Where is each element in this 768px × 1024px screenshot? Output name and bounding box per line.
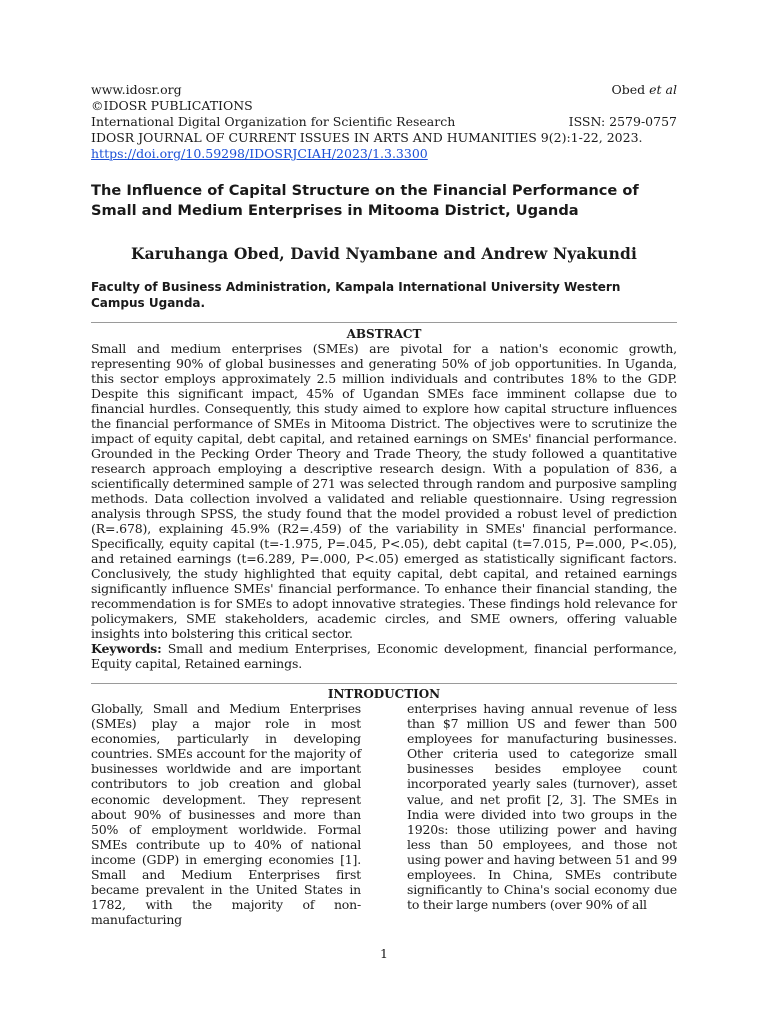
- header-row-2: [91, 98, 677, 114]
- organization: International Digital Organization for Scientific Research: [91, 114, 456, 129]
- abstract-heading: ABSTRACT: [346, 327, 422, 341]
- keywords-line: [91, 641, 677, 671]
- keywords-text: Small and medium Enterprises, Economic development, financial performance, Equity capital, Retained earnings.: [91, 641, 677, 671]
- intro-top-divider: [91, 683, 677, 684]
- website-link[interactable]: www.idosr.org: [91, 82, 182, 97]
- introduction-left-column: [91, 701, 361, 927]
- introduction-heading: INTRODUCTION: [327, 687, 441, 701]
- journal-citation: IDOSR JOURNAL OF CURRENT ISSUES IN ARTS AND HUMANITIES 9(2):1-22, 2023.: [91, 130, 643, 145]
- issn: ISSN: 2579-0757: [568, 114, 677, 129]
- introduction-left-text: Globally, Small and Medium Enterprises (SMEs) play a major role in most economies, particularly in developing countries. SMEs account for the majority of businesses worldwide and are important contributors to job creation and global economic development. They represent about 90% of businesses and more than 50% of employment worldwide. Formal SMEs contribute up to 40% of national income (GDP) in emerging economies [1]. Small and Medium Enterprises first became prevalent in the United States in 1782, with the majority of non-manufacturing: [91, 701, 361, 928]
- doi-link[interactable]: https://doi.org/10.59298/IDOSRJCIAH/2023/1.3.3300: [91, 146, 428, 161]
- abstract-text: Small and medium enterprises (SMEs) are pivotal for a nation's economic growth, representing 90% of global businesses and generating 50% of job opportunities. In Uganda, this sector employs approximately 2.5 million individuals and contributes 18% to the GDP. Despite this significant impact, 45% of Ugandan SMEs face imminent collapse due to financial hurdles. Consequently, this study aimed to explore how capital structure influences the financial performance of SMEs in Mitooma District. The objectives were to scrutinize the impact of equity capital, debt capital, and retained earnings on SMEs' financial performance. Grounded in the Pecking Order Theory and Trade Theory, the study followed a quantitative research approach employing a descriptive research design. With a population of 836, a scientifically determined sample of 271 was selected through random and purposive sampling methods. Data collection involved a validated and reliable questionnaire. Using regression analysis through SPSS, the study found that the model provided a robust level of prediction (R=.678), explaining 45.9% (R2=.459) of the variability in SMEs' financial performance. Specifically, equity capital (t=-1.975, P=.045, P<.05), debt capital (t=7.015, P=.000, P<.05), and retained earnings (t=6.289, P=.000, P<.05) emerged as statistically significant factors. Conclusively, the study highlighted that equity capital, debt capital, and retained earnings significantly influence SMEs' financial performance. To enhance their financial standing, the recommendation is for SMEs to adopt innovative strategies. These findings hold relevance for policymakers, SME stakeholders, academic circles, and SME owners, offering valuable insights into bolstering this critical sector.: [91, 341, 677, 641]
- introduction-right-column: [407, 701, 677, 927]
- header-row-5: [91, 146, 677, 162]
- introduction-body: [91, 701, 677, 927]
- paper-authors: Karuhanga Obed, David Nyambane and Andrew Nyakundi: [131, 244, 637, 263]
- abstract-section: [91, 327, 677, 671]
- introduction-right-text: enterprises having annual revenue of less than $7 million US and fewer than 500 employees for manufacturing businesses. Other criteria used to categorize small businesses besides employee count incorporated yearly sales (turnover), asset value, and net profit [2, 3]. The SMEs in India were divided into two groups in the 1920s: those utilizing power and having less than 50 employees, and those not using power and having between 51 and 99 employees. In China, SMEs contribute significantly to China's social economy due to their large numbers (over 90% of all: [407, 701, 677, 913]
- running-author: [612, 82, 677, 98]
- header-row-1: [91, 82, 677, 98]
- running-author-etal: et al: [649, 82, 677, 97]
- header-row-4: [91, 130, 677, 146]
- header-row-3: [91, 114, 677, 130]
- page-number: 1: [380, 946, 388, 961]
- keywords-label: Keywords:: [91, 641, 162, 656]
- journal-header: [91, 82, 677, 162]
- publisher: ©IDOSR PUBLICATIONS: [91, 98, 253, 113]
- abstract-top-divider: [91, 322, 677, 323]
- paper-title: The Influence of Capital Structure on the Financial Performance of Small and Medium Enterprises in Mitooma District, Uganda: [91, 182, 639, 219]
- running-author-name: Obed: [611, 82, 650, 97]
- author-affiliation: Faculty of Business Administration, Kampala International University Western Campus Uganda.: [91, 280, 621, 310]
- paper-page: [91, 0, 677, 927]
